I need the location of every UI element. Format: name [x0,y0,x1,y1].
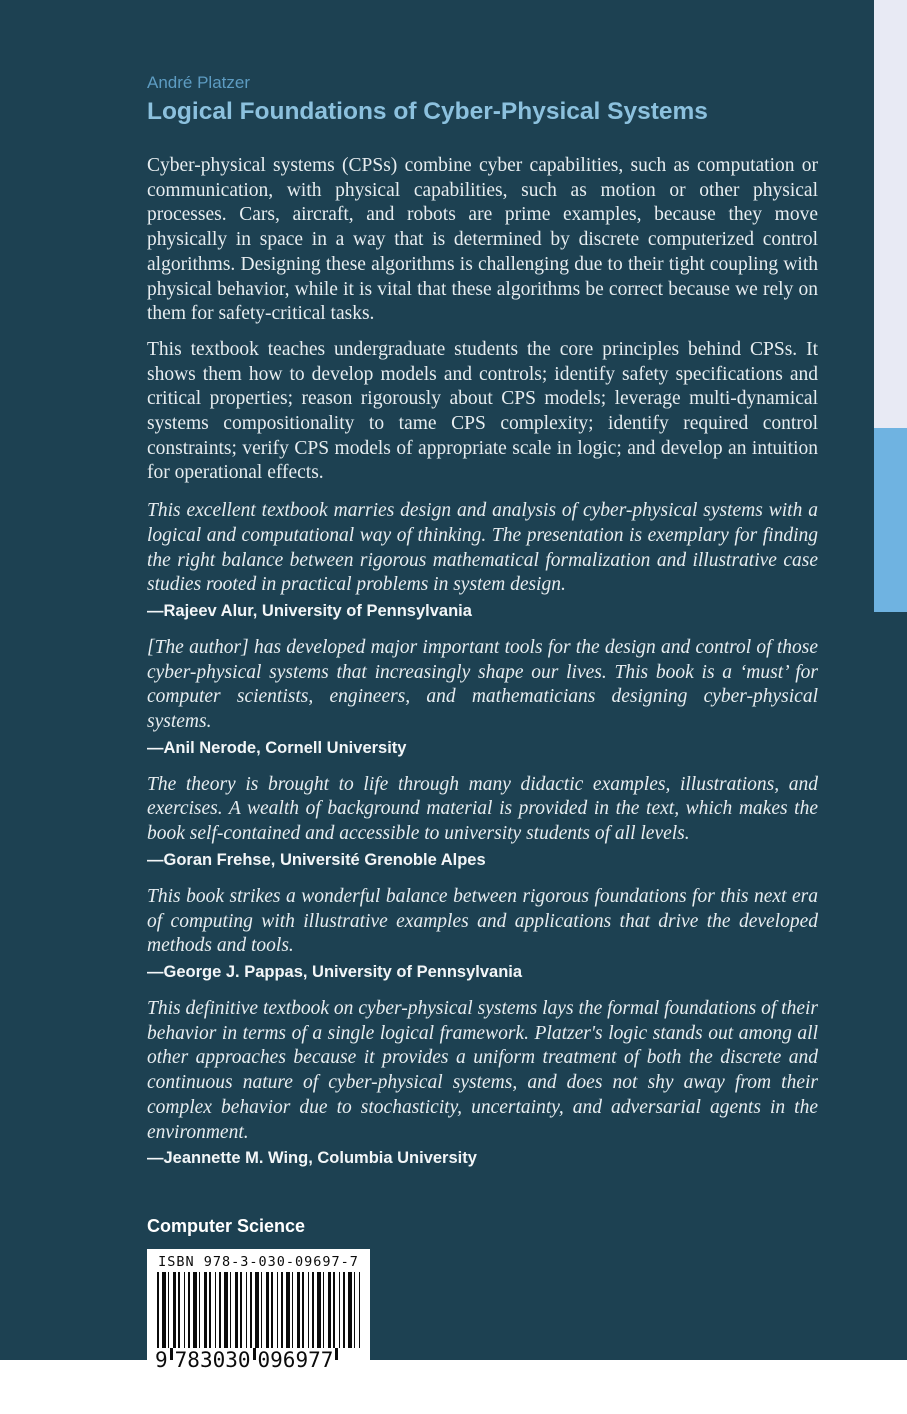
barcode-digit-group: 9 [155,1348,168,1373]
barcode-digit-group: 096977 [257,1348,334,1373]
synopsis-paragraph: Cyber-physical systems (CPSs) combine cyber capabilities, such as computation or communication, with physical capabilities, such as motion or other physical processes. Cars, aircraft, and robots are prime examples, because they move physically in space in a way that is determined by discrete computerized control algorithms. Designing these algorithms is challenging due to their tight coupling with physical behavior, while it is vital that these algorithms be correct because we rely on them for safety-critical tasks. [147,155,818,325]
publisher-mark [147,1392,818,1414]
barcode-guard-bar [335,1348,338,1360]
barcode-guard-bar [253,1348,256,1360]
book-title: Logical Foundations of Cyber-Physical Systems [147,98,708,125]
quote-text: This book strikes a wonderful balance between rigorous foundations for this next era of computing with illustrative examples and applications that drive the developed methods and tools. [147,885,818,957]
quote-attribution: —Jeannette M. Wing, Columbia University [147,1149,477,1168]
quote-text: This definitive textbook on cyber-physical systems lays the formal foundations of their behavior in terms of a single logical framework. Platzer's logic stands out among all other approaches because it provides a uniform treatment of both the discrete and continuous nature of cyber-physical systems, and does not shy away from their complex behavior due to stochasticity, uncertainty, and adversarial agents in the environment. [147,997,818,1143]
quote-attribution: —George J. Pappas, University of Pennsylvania [147,962,523,981]
quote-text: This excellent textbook marries design and analysis of cyber-physical systems with a logical and computational way of thinking. The presentation is exemplary for finding the right balance between rigorous mathematical formalization and illustrative case studies rooted in practical problems in system design. [147,500,818,596]
quote-text: The theory is brought to life through many didactic examples, illustrations, and exercises. A wealth of background material is provided in the text, which makes the book self-contained and accessible to university students of all levels. [147,773,818,845]
isbn-label: ISBN 978-3-030-09697-7 [158,1254,359,1271]
barcode-digits [155,1348,362,1373]
synopsis-paragraph: This textbook teaches undergraduate students the core principles behind CPSs. It shows them how to develop models and controls; identify safety specifications and critical properties; reason rigorously about CPS models; leverage multi-dynamical systems compositionality to tame CPS complexity; identify required control constraints; verify CPS models of appropriate scale in logic; and develop an intuition for operational effects. [147,338,818,484]
accent-stripe-blue [874,428,907,612]
barcode-digit-group: 783030 [174,1348,251,1373]
isbn-barcode [147,1249,370,1377]
cover-content [147,0,818,1414]
quote-attribution: —Anil Nerode, Cornell University [147,738,407,757]
quote-attribution: —Goran Frehse, Université Grenoble Alpes [147,850,486,869]
category-label: Computer Science [147,1216,306,1237]
review-quote [147,997,818,1168]
springer-label: springer.com [166,1392,283,1414]
springer-arrow-icon: ▶ [147,1394,159,1412]
barcode-guard-bar [170,1348,173,1360]
author-name: André Platzer [147,73,250,92]
review-quote [147,636,818,758]
review-quote [147,499,818,621]
review-quote [147,773,818,870]
accent-stripe-light [874,0,907,428]
barcode-bars [157,1272,360,1348]
review-quote [147,885,818,982]
quote-text: [The author] has developed major important tools for the design and control of those cyber-physical systems that increasingly shape our lives. This book is a ‘must’ for computer scientists, engineers, and mathematicians designing cyber-physical systems. [147,636,818,733]
quote-attribution: —Rajeev Alur, University of Pennsylvania [147,601,472,620]
